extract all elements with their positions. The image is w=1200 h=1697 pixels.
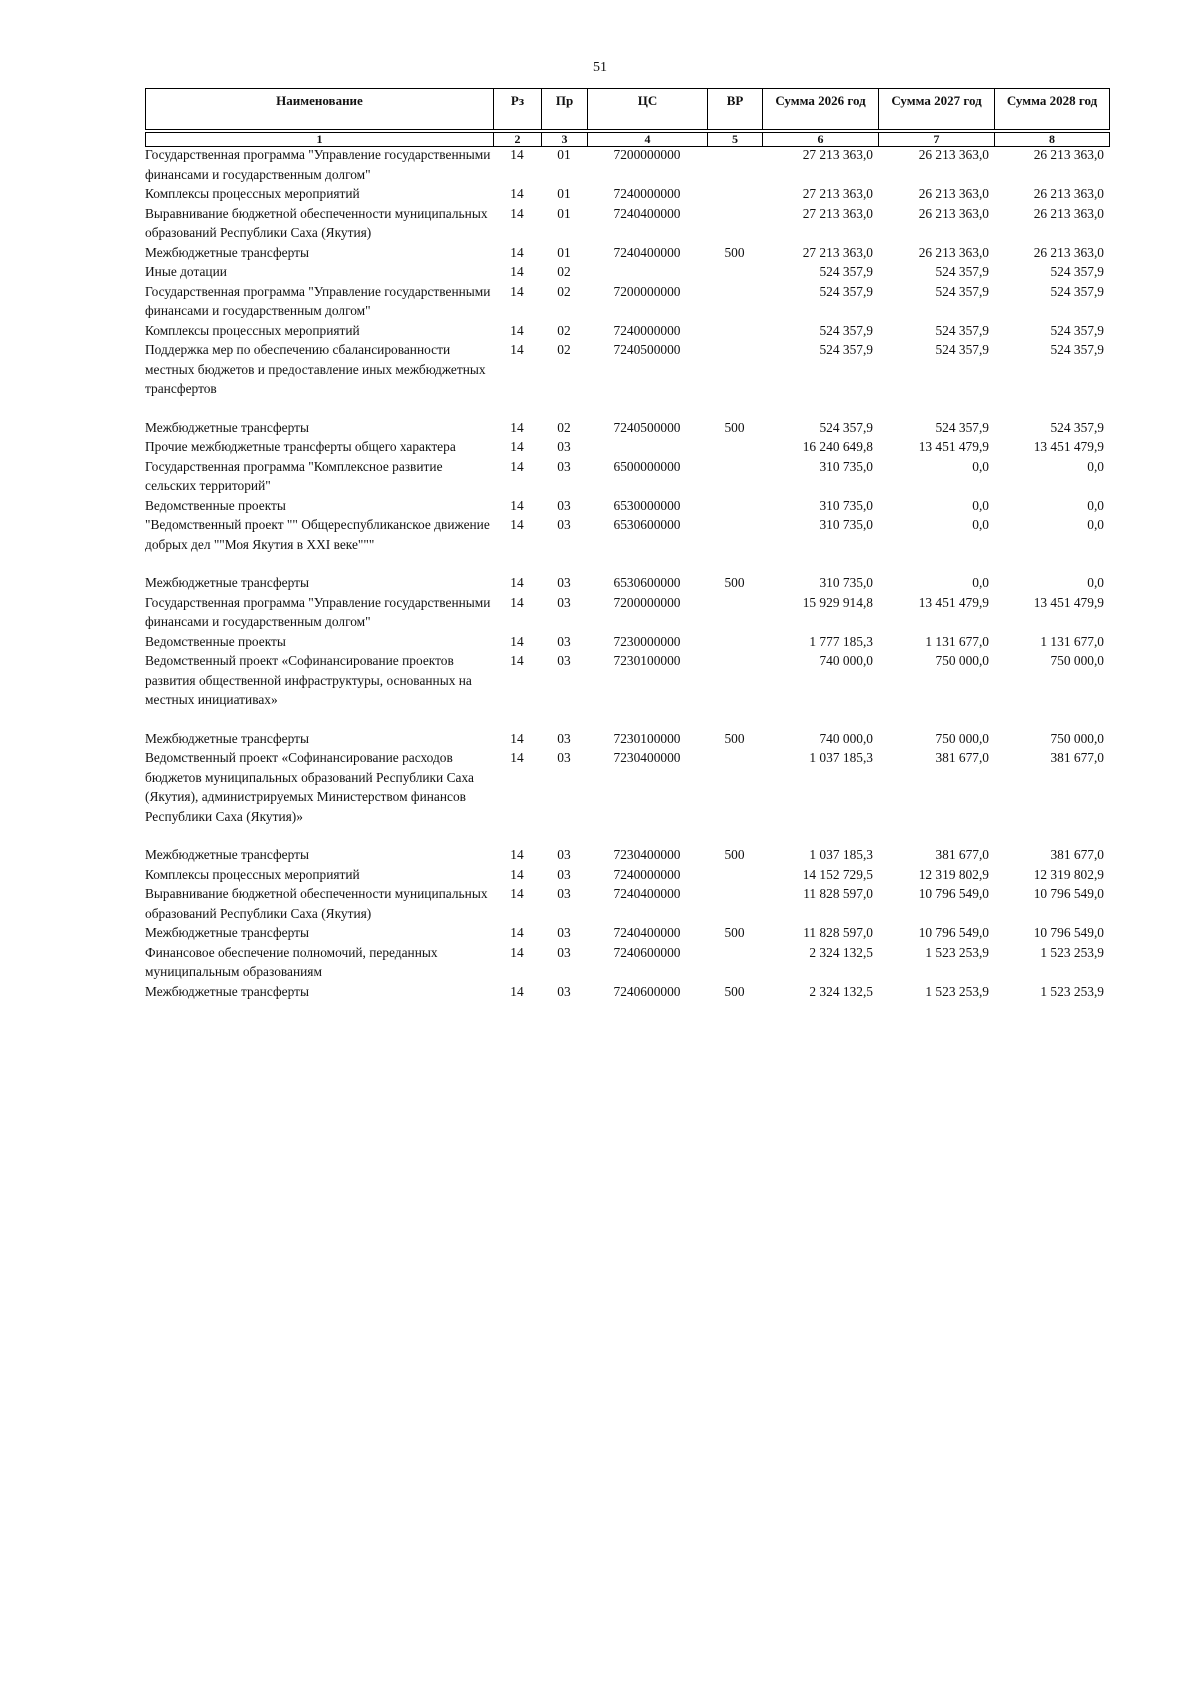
row-cs: 7200000000 <box>613 147 681 162</box>
row-sum-2027: 26 213 363,0 <box>918 186 989 201</box>
row-sum-2028: 524 357,9 <box>1050 342 1104 357</box>
header-sum-2028: Сумма 2028 год <box>995 89 1110 130</box>
row-rz: 14 <box>510 342 524 357</box>
table-row <box>145 884 1109 923</box>
row-sum-2027: 12 319 802,9 <box>918 866 989 882</box>
table-row <box>145 515 1109 573</box>
header-vr: ВР <box>708 89 763 130</box>
header-name: Наименование <box>146 89 494 130</box>
row-cs: 7240500000 <box>613 342 681 357</box>
row-cs: 6530000000 <box>613 497 681 513</box>
row-cs: 7240000000 <box>613 866 681 882</box>
row-sum-2026: 14 152 729,5 <box>802 866 873 882</box>
row-sum-2026: 524 357,9 <box>819 419 873 435</box>
row-vr: 500 <box>724 575 745 590</box>
row-rz: 14 <box>510 322 524 338</box>
row-rz: 14 <box>510 458 524 474</box>
row-name: Ведомственный проект «Софинансирование расходов бюджетов муниципальных образований Республики Саха (Якутия), администрируемых Министерством финансов Республики Саха (Якутия)» <box>145 750 474 824</box>
row-name: Межбюджетные трансферты <box>145 925 309 940</box>
row-sum-2026: 740 000,0 <box>819 730 873 746</box>
row-cs: 7240400000 <box>613 205 681 221</box>
row-sum-2027: 10 796 549,0 <box>918 925 989 940</box>
row-pr: 01 <box>557 186 571 201</box>
row-rz: 14 <box>510 147 524 162</box>
row-vr <box>707 437 762 457</box>
row-name: Комплексы процессных мероприятий <box>145 186 360 201</box>
row-name: Комплексы процессных мероприятий <box>145 866 360 882</box>
row-sum-2028: 0,0 <box>1087 458 1104 474</box>
row-sum-2027: 1 131 677,0 <box>925 633 989 649</box>
row-name: Межбюджетные трансферты <box>145 730 309 746</box>
row-sum-2027: 26 213 363,0 <box>918 244 989 260</box>
row-sum-2027: 750 000,0 <box>935 653 989 668</box>
row-sum-2027: 1 523 253,9 <box>925 983 989 999</box>
row-name: Выравнивание бюджетной обеспеченности муниципальных образований Республики Саха (Якутия) <box>145 886 488 921</box>
row-pr: 03 <box>557 633 571 649</box>
row-pr: 03 <box>557 458 571 474</box>
row-rz: 14 <box>510 866 524 882</box>
row-rz: 14 <box>510 264 524 279</box>
row-cs: 7230100000 <box>613 730 681 746</box>
row-cs: 6530600000 <box>613 575 681 590</box>
row-cs: 7230400000 <box>613 847 681 862</box>
row-sum-2027: 524 357,9 <box>935 264 989 279</box>
row-rz: 14 <box>510 439 524 454</box>
row-sum-2027: 0,0 <box>972 458 989 474</box>
table-row <box>145 496 1109 516</box>
table-row <box>145 729 1109 749</box>
row-rz: 14 <box>510 653 524 668</box>
row-vr <box>707 496 762 516</box>
row-sum-2027: 10 796 549,0 <box>918 886 989 901</box>
row-vr <box>707 262 762 282</box>
row-sum-2027: 0,0 <box>972 575 989 590</box>
row-sum-2026: 27 213 363,0 <box>802 244 873 260</box>
row-sum-2027: 0,0 <box>972 517 989 532</box>
row-sum-2026: 740 000,0 <box>819 653 873 668</box>
row-cs: 7200000000 <box>613 283 681 299</box>
row-pr: 02 <box>557 322 571 338</box>
row-cs: 7230100000 <box>613 653 681 668</box>
row-cs <box>587 262 707 282</box>
row-sum-2026: 27 213 363,0 <box>802 205 873 221</box>
row-vr: 500 <box>724 244 745 260</box>
table-row <box>145 573 1109 593</box>
row-sum-2026: 524 357,9 <box>819 283 873 299</box>
row-pr: 03 <box>557 594 571 610</box>
row-pr: 02 <box>557 283 571 299</box>
row-sum-2028: 26 213 363,0 <box>1033 205 1104 221</box>
row-name: Государственная программа "Управление государственными финансами и государственным долгом" <box>145 594 491 629</box>
row-vr: 500 <box>724 983 745 999</box>
row-sum-2027: 381 677,0 <box>935 750 989 765</box>
row-name: Межбюджетные трансферты <box>145 244 309 260</box>
row-sum-2026: 1 777 185,3 <box>809 633 873 649</box>
row-cs: 7240400000 <box>613 244 681 260</box>
row-name: Поддержка мер по обеспечению сбалансированности местных бюджетов и предоставление иных межбюджетных трансфертов <box>145 342 486 396</box>
table-row <box>145 651 1109 729</box>
row-rz: 14 <box>510 750 524 765</box>
row-rz: 14 <box>510 983 524 999</box>
row-sum-2028: 26 213 363,0 <box>1033 244 1104 260</box>
row-rz: 14 <box>510 419 524 435</box>
row-vr <box>707 515 762 573</box>
row-sum-2028: 1 523 253,9 <box>1040 944 1104 960</box>
row-name: Комплексы процессных мероприятий <box>145 322 360 338</box>
row-sum-2028: 381 677,0 <box>1050 750 1104 765</box>
table-row <box>145 593 1109 632</box>
row-pr: 03 <box>557 886 571 901</box>
row-pr: 02 <box>557 419 571 435</box>
row-pr: 02 <box>557 264 571 279</box>
row-sum-2028: 13 451 479,9 <box>1033 594 1104 610</box>
row-sum-2027: 524 357,9 <box>935 283 989 299</box>
row-cs: 7230400000 <box>613 750 681 765</box>
table-row <box>145 340 1109 418</box>
row-vr <box>707 865 762 885</box>
row-sum-2027: 26 213 363,0 <box>918 147 989 162</box>
table-row <box>145 184 1109 204</box>
row-sum-2028: 0,0 <box>1087 517 1104 532</box>
row-cs: 7240000000 <box>613 186 681 201</box>
row-name: Государственная программа "Управление государственными финансами и государственным долгом" <box>145 147 491 182</box>
table-row <box>145 262 1109 282</box>
row-name: Выравнивание бюджетной обеспеченности муниципальных образований Республики Саха (Якутия) <box>145 205 488 240</box>
row-vr <box>707 184 762 204</box>
row-vr <box>707 943 762 982</box>
row-pr: 03 <box>557 653 571 668</box>
row-sum-2027: 26 213 363,0 <box>918 205 989 221</box>
row-rz: 14 <box>510 244 524 260</box>
row-sum-2026: 310 735,0 <box>819 497 873 513</box>
budget-table <box>145 145 1109 1001</box>
row-cs <box>587 437 707 457</box>
row-sum-2026: 524 357,9 <box>819 322 873 338</box>
row-name: Государственная программа "Управление государственными финансами и государственным долгом" <box>145 283 491 318</box>
row-sum-2026: 15 929 914,8 <box>802 594 873 610</box>
row-cs: 7240500000 <box>613 419 681 435</box>
table-header <box>145 88 1110 147</box>
row-name: Государственная программа "Комплексное развитие сельских территорий" <box>145 458 443 493</box>
row-vr <box>707 632 762 652</box>
row-sum-2028: 10 796 549,0 <box>1033 925 1104 940</box>
row-cs: 7200000000 <box>613 594 681 610</box>
row-vr <box>707 340 762 418</box>
row-vr: 500 <box>724 730 745 746</box>
row-sum-2028: 0,0 <box>1087 497 1104 513</box>
row-pr: 03 <box>557 866 571 882</box>
row-sum-2026: 11 828 597,0 <box>803 886 873 901</box>
row-rz: 14 <box>510 283 524 299</box>
row-vr <box>707 457 762 496</box>
table-row <box>145 282 1109 321</box>
row-sum-2027: 750 000,0 <box>935 730 989 746</box>
column-number: 4 <box>588 133 708 147</box>
row-sum-2027: 13 451 479,9 <box>918 594 989 610</box>
row-sum-2028: 750 000,0 <box>1050 730 1104 746</box>
row-rz: 14 <box>510 944 524 960</box>
row-sum-2028: 1 131 677,0 <box>1040 633 1104 649</box>
row-rz: 14 <box>510 925 524 940</box>
row-name: Иные дотации <box>145 264 227 279</box>
row-name: "Ведомственный проект "" Общереспубликанское движение добрых дел ""Моя Якутия в XXI веке""" <box>145 517 490 552</box>
row-cs: 7240600000 <box>613 983 681 999</box>
row-rz: 14 <box>510 886 524 901</box>
row-sum-2026: 16 240 649,8 <box>802 439 873 454</box>
row-sum-2026: 1 037 185,3 <box>809 750 873 765</box>
row-name: Прочие межбюджетные трансферты общего характера <box>145 439 456 454</box>
row-rz: 14 <box>510 847 524 862</box>
row-cs: 7240400000 <box>613 886 681 901</box>
column-number: 3 <box>542 133 588 147</box>
table-row <box>145 204 1109 243</box>
table-row <box>145 145 1109 184</box>
row-rz: 14 <box>510 730 524 746</box>
column-number: 5 <box>708 133 763 147</box>
row-vr: 500 <box>724 925 745 940</box>
row-sum-2028: 1 523 253,9 <box>1040 983 1104 999</box>
page-number: 51 <box>593 60 607 75</box>
header-cs: ЦС <box>588 89 708 130</box>
row-cs: 7240400000 <box>613 925 681 940</box>
header-pr: Пр <box>542 89 588 130</box>
row-sum-2027: 524 357,9 <box>935 419 989 435</box>
table-row <box>145 943 1109 982</box>
row-sum-2028: 524 357,9 <box>1050 283 1104 299</box>
row-sum-2026: 524 357,9 <box>819 342 873 357</box>
row-sum-2028: 524 357,9 <box>1050 264 1104 279</box>
row-vr <box>707 321 762 341</box>
row-pr: 02 <box>557 342 571 357</box>
table-row <box>145 243 1109 263</box>
row-sum-2026: 310 735,0 <box>819 517 873 532</box>
row-name: Межбюджетные трансферты <box>145 419 309 435</box>
row-rz: 14 <box>510 575 524 590</box>
row-pr: 01 <box>557 244 571 260</box>
row-sum-2028: 750 000,0 <box>1050 653 1104 668</box>
header-sum-2027: Сумма 2027 год <box>879 89 995 130</box>
row-pr: 03 <box>557 983 571 999</box>
row-rz: 14 <box>510 497 524 513</box>
row-cs: 7240600000 <box>613 944 681 960</box>
row-sum-2028: 12 319 802,9 <box>1033 866 1104 882</box>
row-vr <box>707 651 762 729</box>
row-vr: 500 <box>724 847 745 862</box>
row-sum-2028: 13 451 479,9 <box>1033 439 1104 454</box>
row-pr: 03 <box>557 925 571 940</box>
row-pr: 03 <box>557 517 571 532</box>
row-pr: 03 <box>557 497 571 513</box>
row-sum-2026: 27 213 363,0 <box>802 186 873 201</box>
row-cs: 6530600000 <box>613 517 681 532</box>
row-vr: 500 <box>724 419 745 435</box>
row-vr <box>707 593 762 632</box>
row-sum-2027: 524 357,9 <box>935 322 989 338</box>
table-row <box>145 982 1109 1002</box>
row-sum-2028: 10 796 549,0 <box>1033 886 1104 901</box>
row-sum-2026: 2 324 132,5 <box>809 983 873 999</box>
row-pr: 03 <box>557 847 571 862</box>
row-sum-2026: 2 324 132,5 <box>809 944 873 960</box>
row-sum-2028: 0,0 <box>1087 575 1104 590</box>
row-rz: 14 <box>510 633 524 649</box>
row-sum-2026: 11 828 597,0 <box>803 925 873 940</box>
row-name: Межбюджетные трансферты <box>145 847 309 862</box>
column-number: 7 <box>879 133 995 147</box>
row-sum-2028: 26 213 363,0 <box>1033 186 1104 201</box>
row-rz: 14 <box>510 594 524 610</box>
row-vr <box>707 204 762 243</box>
row-pr: 03 <box>557 944 571 960</box>
table-row <box>145 457 1109 496</box>
table-row <box>145 418 1109 438</box>
row-sum-2027: 1 523 253,9 <box>925 944 989 960</box>
row-pr: 03 <box>557 750 571 765</box>
column-number: 2 <box>494 133 542 147</box>
column-number: 6 <box>763 133 879 147</box>
table-row <box>145 321 1109 341</box>
row-name: Финансовое обеспечение полномочий, переданных муниципальным образованиям <box>145 944 438 979</box>
row-sum-2027: 524 357,9 <box>935 342 989 357</box>
row-sum-2026: 27 213 363,0 <box>802 147 873 162</box>
row-sum-2027: 381 677,0 <box>935 847 989 862</box>
row-rz: 14 <box>510 517 524 532</box>
row-vr <box>707 145 762 184</box>
header-rz: Рз <box>494 89 542 130</box>
row-cs: 6500000000 <box>613 458 681 474</box>
row-cs: 7230000000 <box>613 633 681 649</box>
table-row <box>145 632 1109 652</box>
table-row <box>145 845 1109 865</box>
row-vr <box>707 884 762 923</box>
row-sum-2026: 524 357,9 <box>819 264 873 279</box>
row-pr: 03 <box>557 575 571 590</box>
row-name: Ведомственный проект «Софинансирование проектов развития общественной инфраструктуры, основанных на местных инициативах» <box>145 653 472 707</box>
row-sum-2028: 524 357,9 <box>1050 419 1104 435</box>
table-row <box>145 923 1109 943</box>
row-cs: 7240000000 <box>613 322 681 338</box>
row-name: Межбюджетные трансферты <box>145 983 309 999</box>
row-sum-2027: 0,0 <box>972 497 989 513</box>
header-sum-2026: Сумма 2026 год <box>763 89 879 130</box>
row-sum-2026: 310 735,0 <box>819 458 873 474</box>
column-number: 8 <box>995 133 1110 147</box>
row-name: Ведомственные проекты <box>145 497 286 513</box>
row-sum-2026: 310 735,0 <box>819 575 873 590</box>
table-row <box>145 437 1109 457</box>
table-row <box>145 865 1109 885</box>
row-sum-2028: 524 357,9 <box>1050 322 1104 338</box>
row-pr: 01 <box>557 147 571 162</box>
row-name: Межбюджетные трансферты <box>145 575 309 590</box>
row-vr <box>707 282 762 321</box>
row-sum-2028: 26 213 363,0 <box>1033 147 1104 162</box>
row-vr <box>707 748 762 845</box>
column-number: 1 <box>146 133 494 147</box>
row-rz: 14 <box>510 205 524 221</box>
row-pr: 03 <box>557 730 571 746</box>
row-rz: 14 <box>510 186 524 201</box>
table-row <box>145 748 1109 845</box>
row-sum-2027: 13 451 479,9 <box>918 439 989 454</box>
row-pr: 03 <box>557 439 571 454</box>
row-sum-2026: 1 037 185,3 <box>809 847 873 862</box>
row-sum-2028: 381 677,0 <box>1050 847 1104 862</box>
row-name: Ведомственные проекты <box>145 633 286 649</box>
row-pr: 01 <box>557 205 571 221</box>
